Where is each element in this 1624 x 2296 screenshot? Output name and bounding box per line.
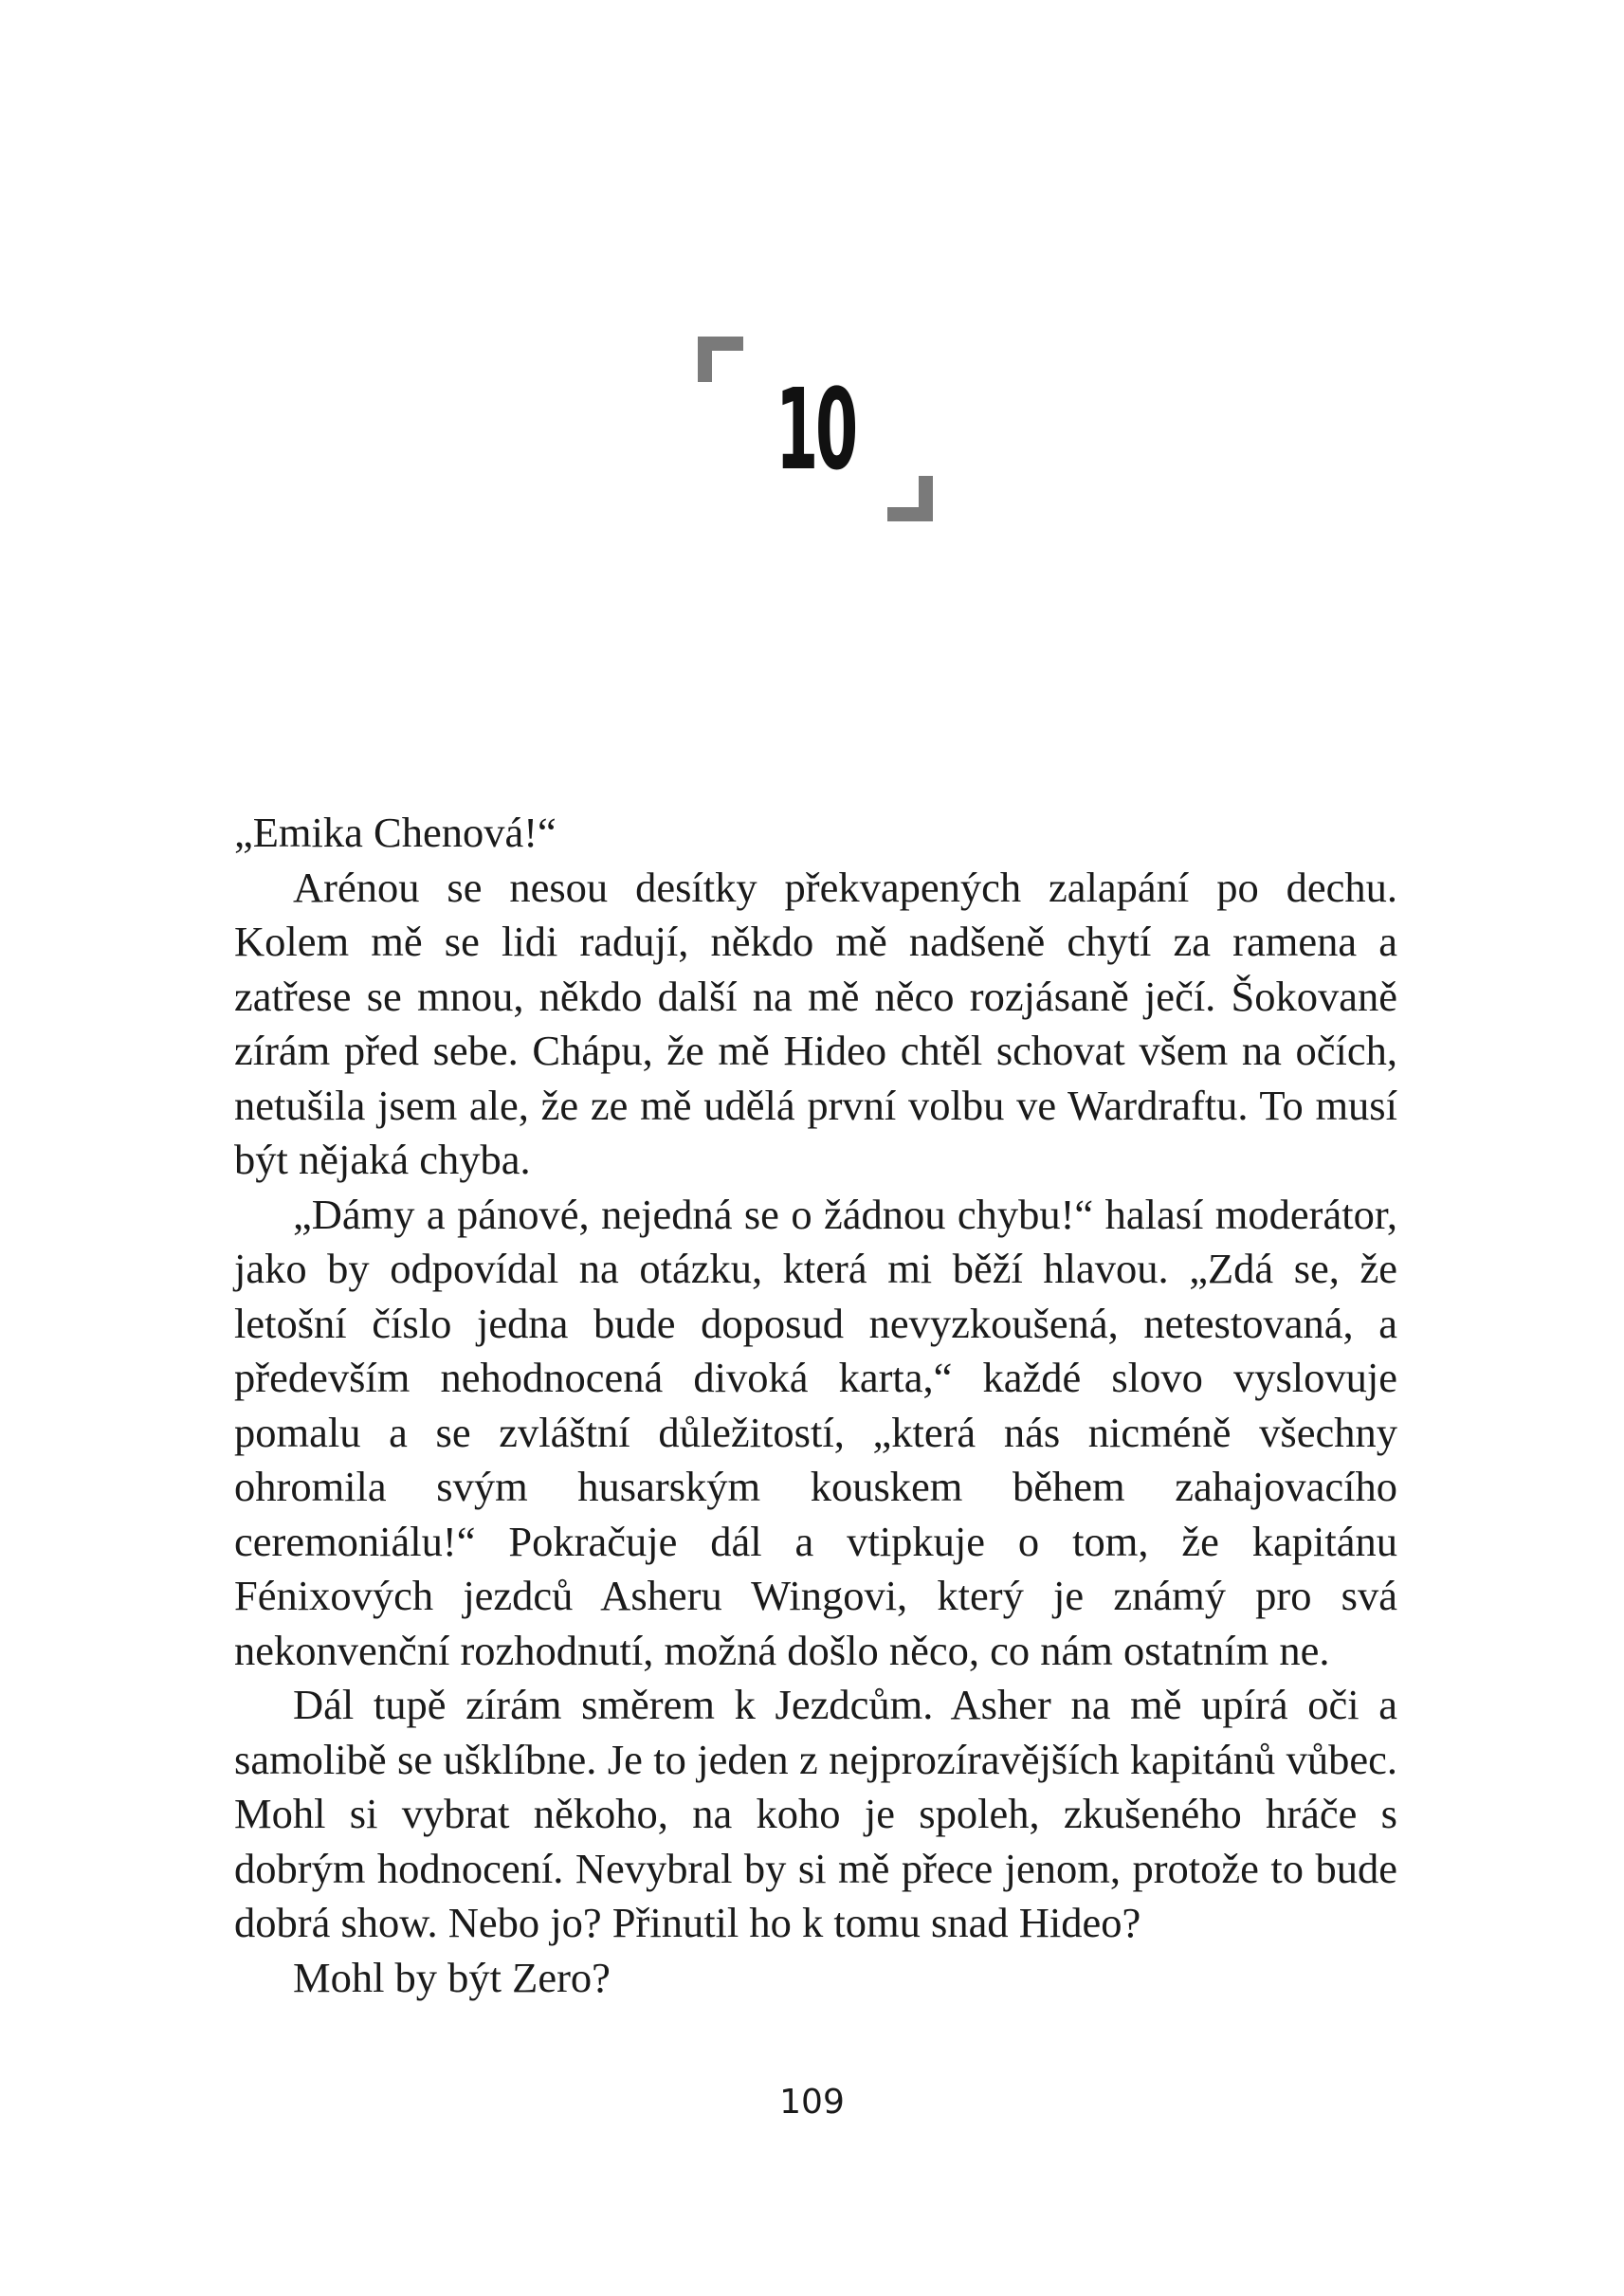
chapter-number: 10 (776, 364, 855, 495)
paragraph: „Emika Chenová!“ (234, 809, 557, 856)
paragraph: Arénou se nesou desítky překvapených zalapání po dechu. Kolem mě se lidi radují, někdo mě nadšeně chytí za ramena a zatřese se mnou, někdo další na mě něco rozjásaně ječí. Šokovaně zírám před sebe. Chápu, že mě Hideo chtěl schovat všem na očích, netušila jsem ale, že ze mě udělá první volbu ve Wardraftu. To musí být nějaká chyba. (234, 863, 1397, 1183)
paragraph: Dál tupě zírám směrem k Jezdcům. Asher na mě upírá oči a samolibě se ušklíbne. Je to jeden z nejprozíravějších kapitánů vůbec. Mohl si vybrat někoho, na koho je spoleh, zkušeného hráče s dobrým hodnocení. Nevybral by si mě přece jenom, protože to bude dobrá show. Nebo jo? Přinutil ho k tomu snad Hideo? (234, 1681, 1397, 1946)
page-number: 109 (779, 2083, 845, 2122)
paragraph: „Dámy a pánové, nejedná se o žádnou chybu!“ halasí moderátor, jako by odpovídal na otázku, která mi běží hlavou. „Zdá se, že letošní číslo jedna bude doposud nevyzkoušená, netestovaná, a především nehodnocená divoká karta,“ každé slovo vyslovuje pomalu a se zvláštní důležitostí, „která nás nicméně všechny ohromila svým husarským kouskem během zahajovacího ceremoniálu!“ Pokračuje dál a vtipkuje o tom, že kapitánu Fénixových jezdců Asheru Wingovi, který je známý pro svá nekonvenční rozhodnutí, možná došlo něco, co nám ostatním ne. (234, 1190, 1397, 1674)
paragraph: Mohl by být Zero? (293, 1953, 611, 2001)
chapter-body-text (234, 806, 1397, 2005)
chapter-corner-top-left-ornament (698, 337, 743, 382)
chapter-corner-bottom-right-ornament (887, 476, 933, 521)
